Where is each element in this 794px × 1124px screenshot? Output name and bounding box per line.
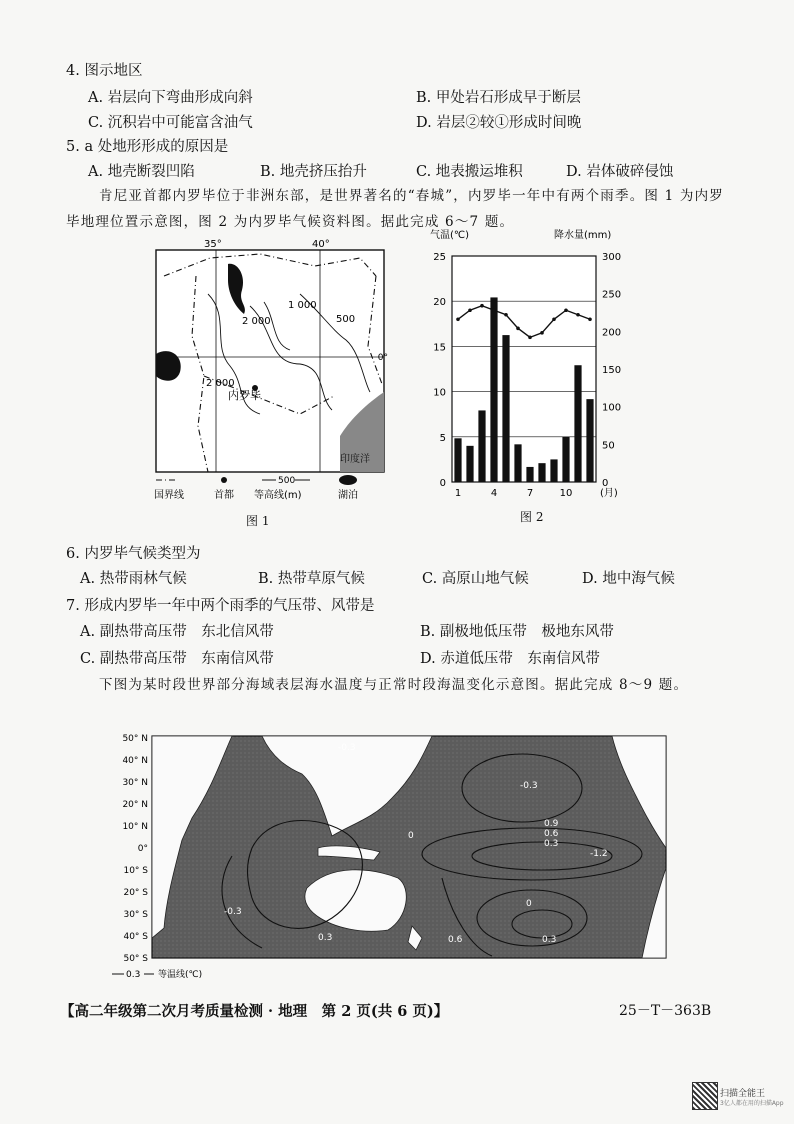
precip-bar-month-12 xyxy=(586,399,593,482)
lat-label: 40° S xyxy=(123,932,148,942)
q7-option-b: B. 副极地低压带 极地东风带 xyxy=(420,624,614,640)
lat-label: 30° S xyxy=(123,910,148,920)
precip-bar-month-6 xyxy=(514,444,521,482)
paper-code: 25－T－363B xyxy=(619,1003,712,1019)
temp-point-month-7 xyxy=(528,336,532,340)
q4-option-a: A. 岩层向下弯曲形成向斜 xyxy=(88,90,253,106)
precip-bar-month-5 xyxy=(502,335,509,482)
lat-label: 10° N xyxy=(122,822,148,832)
precip-bar-month-1 xyxy=(454,438,461,482)
temp-tick-label: 10 xyxy=(433,387,446,399)
legend-iso-label: 等温线(℃) xyxy=(158,970,203,980)
q6-option-a: A. 热带雨林气候 xyxy=(80,571,187,587)
q4-option-d: D. 岩层②较①形成时间晚 xyxy=(416,115,582,131)
q5-option-a: A. 地壳断裂凹陷 xyxy=(88,164,195,180)
temp-tick-label: 20 xyxy=(433,297,446,309)
iso-label-10: 0.6 xyxy=(448,935,463,945)
legend-iso-value: 0.3 xyxy=(126,970,141,980)
iso-label-2: -0.3 xyxy=(520,781,538,791)
precip-tick-label: 300 xyxy=(602,252,622,263)
lat-label: 20° N xyxy=(122,800,148,810)
temp-point-month-12 xyxy=(588,317,592,321)
iso-label-1: -0.3 xyxy=(338,743,356,753)
temp-point-month-10 xyxy=(564,308,568,312)
precip-bar-month-3 xyxy=(478,410,485,482)
figure-1-caption: 图 1 xyxy=(246,514,270,528)
precip-bar-month-4 xyxy=(490,297,497,482)
lat-label: 10° S xyxy=(123,866,148,876)
figure-3-sst-map xyxy=(112,728,672,986)
temp-tick-label: 25 xyxy=(433,252,446,263)
q4-stem: 4. 图示地区 xyxy=(66,63,143,79)
precip-bar-month-8 xyxy=(538,463,545,482)
legend-contour: 等高线(m) xyxy=(254,490,302,501)
q6-stem: 6. 内罗毕气候类型为 xyxy=(66,546,201,562)
page-footer: 【高二年级第二次月考质量检测 · 地理 第 2 页(共 6 页)】 xyxy=(60,1003,449,1020)
q6-option-b: B. 热带草原气候 xyxy=(258,571,365,587)
precip-bar-month-9 xyxy=(550,459,557,482)
contour-label-2000-b: 2 000 xyxy=(206,378,235,389)
iso-label-6: -1.2 xyxy=(590,849,608,859)
precip-bar-month-11 xyxy=(574,365,581,482)
lat-label: 40° N xyxy=(122,756,148,766)
precip-tick-label: 200 xyxy=(602,327,622,339)
iso-label-8: 0 xyxy=(526,899,532,909)
qr-code-icon xyxy=(692,1082,718,1110)
temp-point-month-3 xyxy=(480,304,484,308)
iso-label-7: 0 xyxy=(408,831,414,841)
lat-label: 20° S xyxy=(123,888,148,898)
iso-label-9: -0.3 xyxy=(224,907,242,917)
q7-option-a: A. 副热带高压带 东北信风带 xyxy=(80,624,274,640)
precip-tick-label: 100 xyxy=(602,402,622,414)
figure-2-caption: 图 2 xyxy=(520,510,544,524)
lat-label: 0° xyxy=(137,844,148,854)
legend-contour-value: 500 xyxy=(278,476,296,486)
lat-label: 50° N xyxy=(122,734,148,744)
legend-capital: 首都 xyxy=(214,490,234,501)
left-axis-title: 气温(℃) xyxy=(430,230,470,241)
scanner-tagline: 3亿人都在用的扫描App xyxy=(720,1100,784,1107)
temp-point-month-9 xyxy=(552,317,556,321)
temp-point-month-5 xyxy=(504,313,508,317)
temp-tick-label: 0 xyxy=(439,478,446,489)
q7-option-c: C. 副热带高压带 东南信风带 xyxy=(80,651,274,667)
temp-point-month-6 xyxy=(516,327,520,331)
iso-label-3: 0.9 xyxy=(544,819,559,829)
ocean-label: 印度洋 xyxy=(340,454,370,465)
temp-point-month-2 xyxy=(468,308,472,312)
iso-label-12: 0.3 xyxy=(318,933,333,943)
contour-label-2000-a: 2 000 xyxy=(242,316,271,327)
right-axis-title: 降水量(mm) xyxy=(554,230,612,241)
iso-label-5: 0.3 xyxy=(544,839,559,849)
precip-bar-month-2 xyxy=(466,446,473,482)
scanner-brand: 扫描全能王 xyxy=(720,1089,766,1099)
q5-option-b: B. 地壳挤压抬升 xyxy=(260,164,367,180)
q4-option-b: B. 甲处岩石形成早于断层 xyxy=(416,90,581,106)
precip-bar-month-7 xyxy=(526,467,533,482)
lon-label-40: 40° xyxy=(312,239,330,250)
q6-option-c: C. 高原山地气候 xyxy=(422,571,529,587)
intro-8-9: 下图为某时段世界部分海域表层海水温度与正常时段海温变化示意图。据此完成 8～9 题。 xyxy=(99,677,689,693)
figure-1-map xyxy=(150,236,390,506)
q6-option-d: D. 地中海气候 xyxy=(582,571,675,587)
q5-option-c: C. 地表搬运堆积 xyxy=(416,164,523,180)
q5-option-d: D. 岩体破碎侵蚀 xyxy=(566,164,674,180)
q7-option-d: D. 赤道低压带 东南信风带 xyxy=(420,651,600,667)
iso-label-11: 0.3 xyxy=(542,935,557,945)
lat-label: 50° S xyxy=(123,954,148,964)
temp-tick-label: 5 xyxy=(439,432,446,444)
precip-tick-label: 0 xyxy=(602,478,609,489)
month-tick-label: 10 xyxy=(559,488,573,499)
month-tick-label: 7 xyxy=(526,488,534,499)
city-label: 内罗毕 xyxy=(228,389,261,402)
temp-point-month-8 xyxy=(540,331,544,335)
month-tick-label: 4 xyxy=(490,488,498,499)
precip-tick-label: 50 xyxy=(602,440,615,452)
q5-stem: 5. a 处地形形成的原因是 xyxy=(66,139,229,155)
precip-bar-month-10 xyxy=(562,437,569,482)
legend-border: 国界线 xyxy=(154,490,184,501)
temp-point-month-4 xyxy=(492,308,496,312)
contour-label-1000: 1 000 xyxy=(288,300,317,311)
q7-stem: 7. 形成内罗毕一年中两个雨季的气压带、风带是 xyxy=(66,598,375,614)
lat-label: 30° N xyxy=(122,778,148,788)
temp-point-month-1 xyxy=(456,317,460,321)
contour-label-500: 500 xyxy=(336,314,356,325)
lat-label-0: 0° xyxy=(377,353,388,363)
lon-label-35: 35° xyxy=(204,239,222,250)
intro-6-7: 肯尼亚首都内罗毕位于非洲东部，是世界著名的“春城”，内罗毕一年中有两个雨季。图 1 为内罗毕地理位置示意图，图 2 为内罗毕气候资料图。据此完成 6～7 题。 xyxy=(66,188,724,230)
iso-label-4: 0.6 xyxy=(544,829,559,839)
q4-option-c: C. 沉积岩中可能富含油气 xyxy=(88,115,253,131)
precip-tick-label: 250 xyxy=(602,289,622,301)
figure-2-climate-chart xyxy=(424,226,640,500)
x-unit: (月) xyxy=(600,488,618,499)
temp-tick-label: 15 xyxy=(433,342,446,354)
legend-lake: 湖泊 xyxy=(338,490,358,501)
temp-point-month-11 xyxy=(576,313,580,317)
precip-tick-label: 150 xyxy=(602,365,622,376)
month-tick-label: 1 xyxy=(454,488,462,499)
